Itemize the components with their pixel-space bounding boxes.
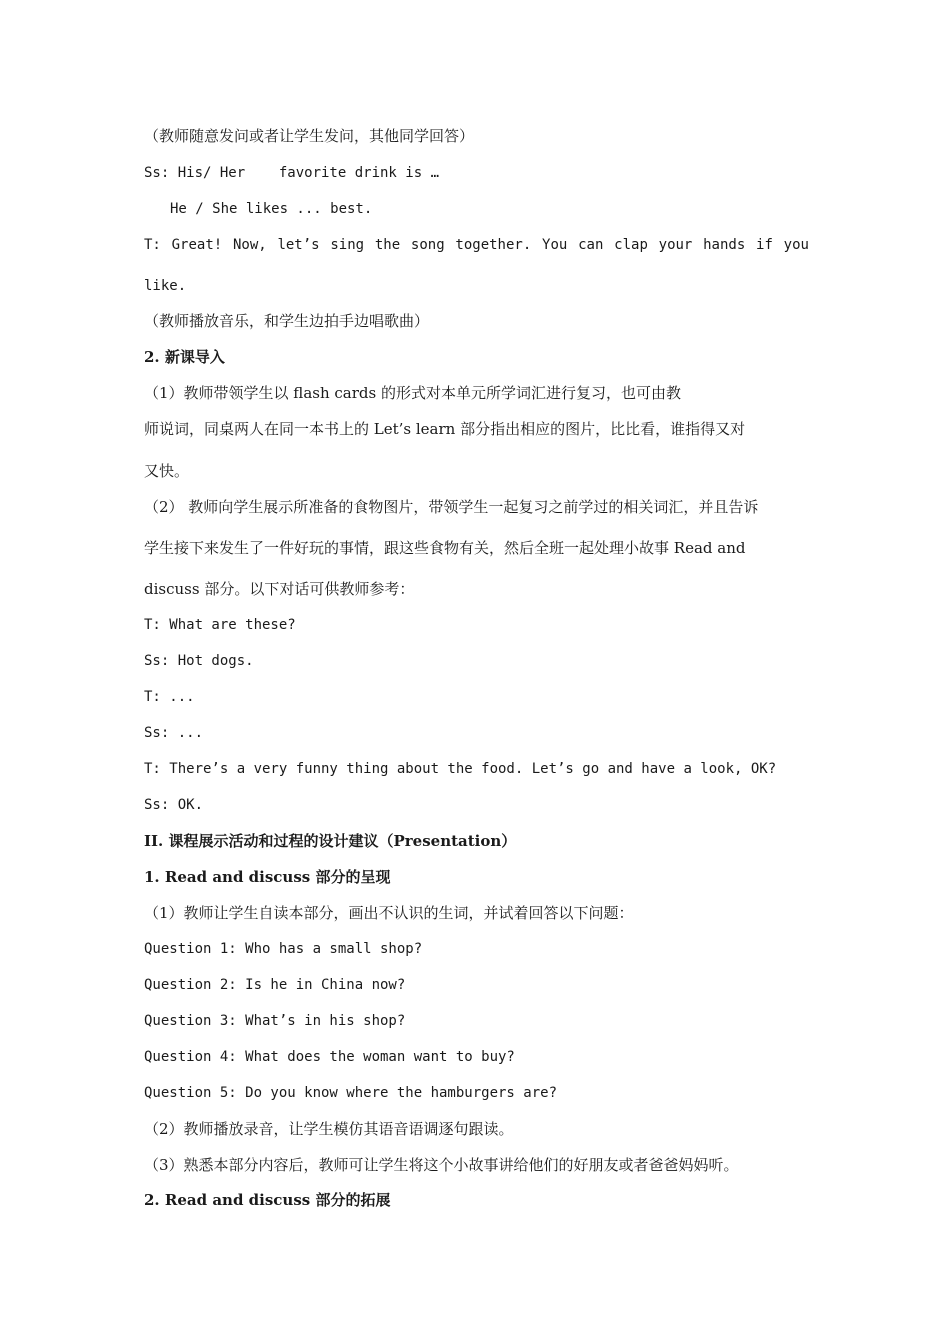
- justified-word: let’s: [277, 237, 320, 253]
- justified-word: if: [756, 237, 773, 253]
- justified-word: sing: [330, 237, 365, 253]
- dialogue-line-6: Ss: OK.: [144, 797, 204, 813]
- justified-word: the: [374, 237, 401, 253]
- heading-read-and-discuss-extension: 2. Read and discuss 部分的拓展: [144, 1191, 391, 1209]
- question-3: Question 3: What’s in his shop?: [144, 1013, 406, 1029]
- justified-word: can: [578, 237, 604, 253]
- dialogue-line-3: T: ...: [144, 689, 195, 705]
- dialogue-line-4: Ss: ...: [144, 725, 204, 741]
- justified-word: Great!: [171, 237, 223, 253]
- justified-word: Now,: [232, 237, 267, 253]
- paragraph-step-2-line-2: 学生接下来发生了一件好玩的事情，跟这些食物有关，然后全班一起处理小故事 Read and: [144, 539, 746, 557]
- justified-word: together.: [455, 237, 532, 253]
- question-2: Question 2: Is he in China now?: [144, 977, 406, 993]
- dialogue-line-5: T: There’s a very funny thing about the food. Let’s go and have a look, OK?: [144, 761, 777, 777]
- heading-presentation: II. 课程展示活动和过程的设计建议（Presentation）: [144, 832, 517, 850]
- paragraph-step-1-line-3: 又快。: [144, 462, 190, 480]
- justified-word: you: [783, 237, 809, 253]
- heading-read-and-discuss-presentation: 1. Read and discuss 部分的呈现: [144, 868, 391, 886]
- line-like: like.: [144, 278, 187, 294]
- paragraph-play-music: （教师播放音乐，和学生边拍手边唱歌曲）: [144, 312, 430, 330]
- justified-word: T:: [144, 237, 161, 253]
- paragraph-self-read: （1）教师让学生自读本部分，画出不认识的生词，并试着回答以下问题：: [144, 904, 634, 922]
- line-ss-favorite-drink: Ss: His/ Her favorite drink is …: [144, 165, 440, 181]
- paragraph-play-recording: （2）教师播放录音，让学生模仿其语音语调逐句跟读。: [144, 1120, 514, 1138]
- paragraph-teacher-asks: （教师随意发问或者让学生发问，其他同学回答）: [144, 127, 475, 145]
- paragraph-step-1-line-1: （1）教师带领学生以 flash cards 的形式对本单元所学词汇进行复习，也可由教: [144, 384, 681, 402]
- dialogue-line-2: Ss: Hot dogs.: [144, 653, 254, 669]
- justified-word: song: [410, 237, 445, 253]
- line-t-sing-song: [144, 235, 809, 255]
- justified-word: You: [542, 237, 568, 253]
- question-1: Question 1: Who has a small shop?: [144, 941, 423, 957]
- justified-word: clap: [614, 237, 648, 253]
- question-5: Question 5: Do you know where the hamburgers are?: [144, 1085, 558, 1101]
- paragraph-step-2-line-1: （2） 教师向学生展示所准备的食物图片，带领学生一起复习之前学过的相关词汇，并且告诉: [144, 498, 759, 516]
- heading-new-lesson-intro: 2. 新课导入: [144, 348, 225, 366]
- justified-word: hands: [703, 237, 746, 253]
- question-4: Question 4: What does the woman want to buy?: [144, 1049, 515, 1065]
- paragraph-retell-story: （3）熟悉本部分内容后，教师可让学生将这个小故事讲给他们的好朋友或者爸爸妈妈听。: [144, 1156, 739, 1174]
- paragraph-step-1-line-2: 师说词，同桌两人在同一本书上的 Let’s learn 部分指出相应的图片，比比看，谁指得又对: [144, 420, 746, 438]
- dialogue-line-1: T: What are these?: [144, 617, 296, 633]
- justified-word: your: [658, 237, 693, 253]
- line-he-she-likes: He / She likes ... best.: [170, 201, 373, 217]
- paragraph-step-2-line-3: discuss 部分。以下对话可供教师参考：: [144, 580, 415, 598]
